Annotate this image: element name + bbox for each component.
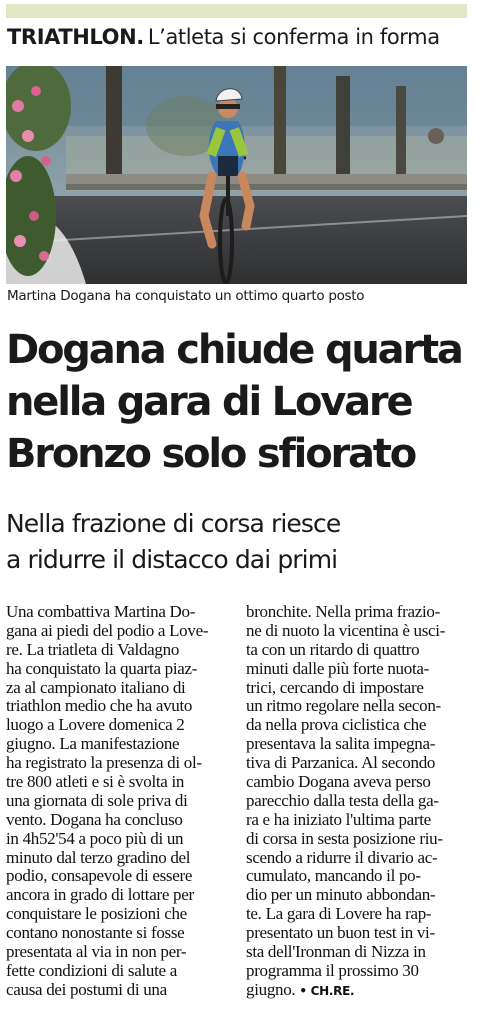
- headline-line: Dogana chiude quarta: [6, 327, 462, 373]
- body-column-2: [246, 603, 471, 1000]
- headline-line: nella gara di Lovare: [6, 379, 412, 425]
- body-line: Una combattiva Martina Do-: [6, 602, 196, 621]
- body-line: ra e ha iniziato l'ultima parte: [246, 809, 431, 829]
- body-line: ancora in grado di lottare per: [6, 885, 194, 905]
- body-line: giugno. La manifestazione: [6, 734, 180, 754]
- body-line: te. La gara di Lovere ha rap-: [246, 904, 432, 924]
- body-line: ha conquistato la quarta piaz-: [6, 658, 198, 678]
- body-line: vento. Dogana ha concluso: [6, 809, 183, 829]
- headline-line: Bronzo solo sfiorato: [6, 431, 415, 477]
- author-signature: • CH.RE.: [299, 983, 355, 998]
- deck-line: a ridurre il distacco dai primi: [6, 545, 338, 574]
- body-line: un ritmo regolare nella secon-: [246, 696, 441, 716]
- body-line: tiva di Parzanica. Al secondo: [246, 753, 436, 773]
- body-line: programma il prossimo 30: [246, 960, 419, 980]
- body-line: scendo a ridurre il divario ac-: [246, 847, 438, 867]
- body-line: presentata al via in non per-: [6, 942, 187, 962]
- body-line: giugno.: [246, 979, 296, 999]
- body-line: una giornata di sole priva di: [6, 790, 188, 810]
- photo-caption: Martina Dogana ha conquistato un ottimo quarto posto: [7, 288, 365, 304]
- article-photo: [6, 66, 467, 284]
- body-line: za al campionato italiano di: [6, 677, 186, 697]
- headline: [6, 324, 476, 480]
- body-line: di corsa in sesta posizione riu-: [246, 828, 443, 848]
- body-line: dio per un minuto abbondan-: [246, 885, 436, 905]
- body-line: cambio Dogana aveva perso: [246, 772, 431, 792]
- body-line: ne di nuoto la vicentina è usci-: [246, 620, 446, 640]
- body-line: conquistare le posizioni che: [6, 904, 187, 924]
- body-line: triathlon medio che ha avuto: [6, 696, 193, 716]
- body-line: gana ai piedi del podio a Love-: [6, 620, 209, 640]
- body-line: bronchite. Nella prima frazio-: [246, 602, 440, 621]
- body-line: fette condizioni di salute a: [6, 960, 177, 980]
- body-line: ta con un ritardo di quattro: [246, 639, 420, 659]
- deck-line: Nella frazione di corsa riesce: [6, 509, 341, 538]
- body-last-line: [246, 981, 471, 1000]
- body-line: minuto dal terzo gradino del: [6, 847, 191, 867]
- kicker: [7, 22, 472, 54]
- body-line: luogo a Lovere domenica 2: [6, 715, 185, 735]
- body-column-1: [6, 603, 231, 1000]
- section-label: TRIATHLON.: [7, 25, 144, 49]
- top-color-band: [6, 4, 467, 18]
- body-line: minuti dalle più forte nuota-: [246, 658, 429, 678]
- body-line: trici, cercando di impostare: [246, 677, 424, 697]
- body-line: in 4h52'54 a poco più di un: [6, 828, 184, 848]
- deck-subheadline: [6, 506, 476, 578]
- body-line: tre 800 atleti e si è svolta in: [6, 772, 185, 792]
- body-line: sta dell'Ironman di Nizza in: [246, 942, 426, 962]
- body-line: da nella prova ciclistica che: [246, 715, 427, 735]
- kicker-subtitle: L’atleta si conferma in forma: [147, 25, 440, 49]
- body-line: parecchio dalla testa della ga-: [246, 790, 439, 810]
- body-line: ha registrato la presenza di ol-: [6, 753, 202, 773]
- body-line: causa dei postumi di una: [6, 979, 167, 999]
- body-line: re. La triatleta di Valdagno: [6, 639, 180, 659]
- body-line: contano nonostante si fosse: [6, 923, 185, 943]
- body-line: podio, consapevole di essere: [6, 866, 193, 886]
- body-line: presentato un buon test in vi-: [246, 923, 435, 943]
- body-line: cumulato, mancando il po-: [246, 866, 421, 886]
- body-line: presentava la salita impegna-: [246, 734, 436, 754]
